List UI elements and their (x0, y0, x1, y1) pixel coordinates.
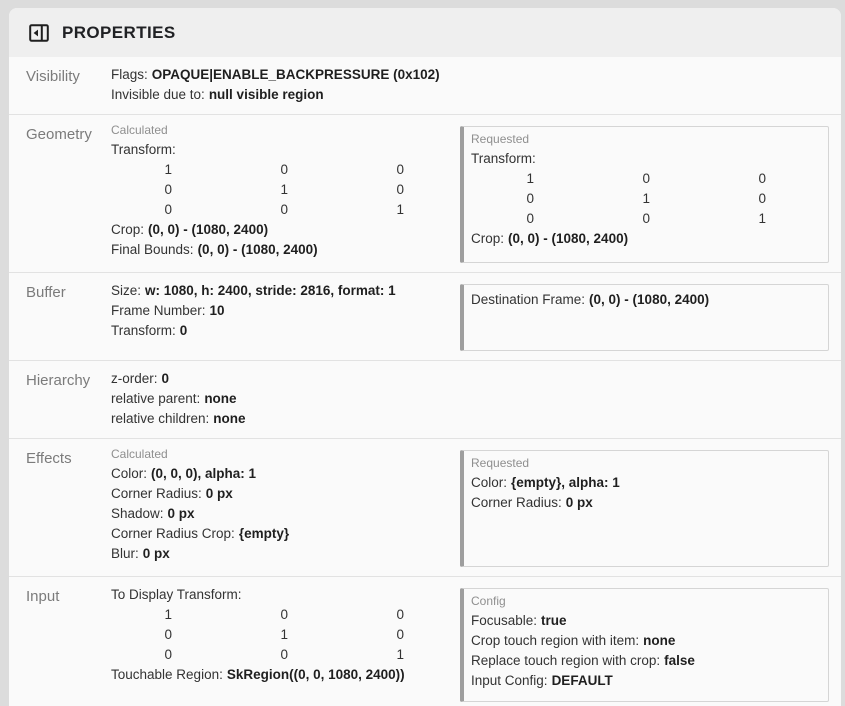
section-label-input: Input (26, 588, 60, 605)
requested-tag: Requested (471, 132, 530, 146)
property-row-transform: Transform: 0 (111, 323, 188, 338)
section-geometry (9, 115, 841, 273)
requested-tag: Requested (471, 456, 530, 470)
section-hierarchy (9, 361, 841, 439)
property-row-invisible-due-to: Invisible due to: null visible region (111, 87, 324, 102)
section-label-hierarchy: Hierarchy (26, 372, 91, 389)
property-row-shadow: Shadow: 0 px (111, 506, 195, 521)
property-row-crop: Crop: (0, 0) - (1080, 2400) (471, 231, 629, 246)
property-row-relative-children: relative children: none (111, 411, 246, 426)
transform-matrix: 1 0 0 0 1 0 0 0 1 (526, 171, 766, 226)
property-row-input-config: Input Config: DEFAULT (471, 673, 613, 688)
transform-matrix: 1 0 0 0 1 0 0 0 1 (164, 162, 404, 217)
section-visibility (9, 57, 841, 115)
panel-header (9, 8, 841, 57)
property-row-corner-radius: Corner Radius: 0 px (111, 486, 233, 501)
property-row-replace-touch-region: Replace touch region with crop: false (471, 653, 695, 668)
transform-label: Transform: (111, 142, 176, 157)
property-row-frame-number: Frame Number: 10 (111, 303, 225, 318)
property-row-destination-frame: Destination Frame: (0, 0) - (1080, 2400) (471, 292, 710, 307)
property-row-blur: Blur: 0 px (111, 546, 170, 561)
property-row-corner-radius-crop: Corner Radius Crop: {empty} (111, 526, 290, 541)
section-label-buffer: Buffer (26, 284, 66, 301)
config-tag: Config (471, 594, 506, 608)
calculated-tag: Calculated (111, 123, 168, 137)
calculated-tag: Calculated (111, 447, 168, 461)
property-row-focusable: Focusable: true (471, 613, 567, 628)
panel-title: PROPERTIES (62, 22, 176, 42)
property-row-crop-touch-region: Crop touch region with item: none (471, 633, 676, 648)
property-row-touchable-region: Touchable Region: SkRegion((0, 0, 1080, 2400)) (111, 667, 405, 682)
property-row-z-order: z-order: 0 (111, 371, 170, 386)
requested-box-effects (460, 450, 829, 567)
section-effects (9, 439, 841, 577)
property-row-color: Color: {empty}, alpha: 1 (471, 475, 620, 490)
section-input (9, 577, 841, 706)
property-row-relative-parent: relative parent: none (111, 391, 237, 406)
property-row-size: Size: w: 1080, h: 2400, stride: 2816, format: 1 (111, 283, 396, 298)
config-box-input (460, 588, 829, 702)
section-buffer (9, 273, 841, 361)
to-display-transform-matrix: 1 0 0 0 1 0 0 0 1 (164, 607, 404, 662)
left-panel-close-icon[interactable] (27, 21, 51, 45)
section-label-visibility: Visibility (26, 68, 80, 85)
transform-label: Transform: (471, 151, 536, 166)
property-row-corner-radius: Corner Radius: 0 px (471, 495, 593, 510)
requested-box-geometry (460, 126, 829, 263)
property-row-flags: Flags: OPAQUE|ENABLE_BACKPRESSURE (0x102) (111, 67, 440, 82)
properties-panel (9, 8, 841, 706)
property-row-final-bounds: Final Bounds: (0, 0) - (1080, 2400) (111, 242, 318, 257)
section-label-geometry: Geometry (26, 126, 92, 143)
requested-box-buffer (460, 284, 829, 351)
property-row-color: Color: (0, 0, 0), alpha: 1 (111, 466, 257, 481)
to-display-transform-label: To Display Transform: (111, 587, 242, 602)
property-row-crop: Crop: (0, 0) - (1080, 2400) (111, 222, 269, 237)
section-label-effects: Effects (26, 450, 72, 467)
